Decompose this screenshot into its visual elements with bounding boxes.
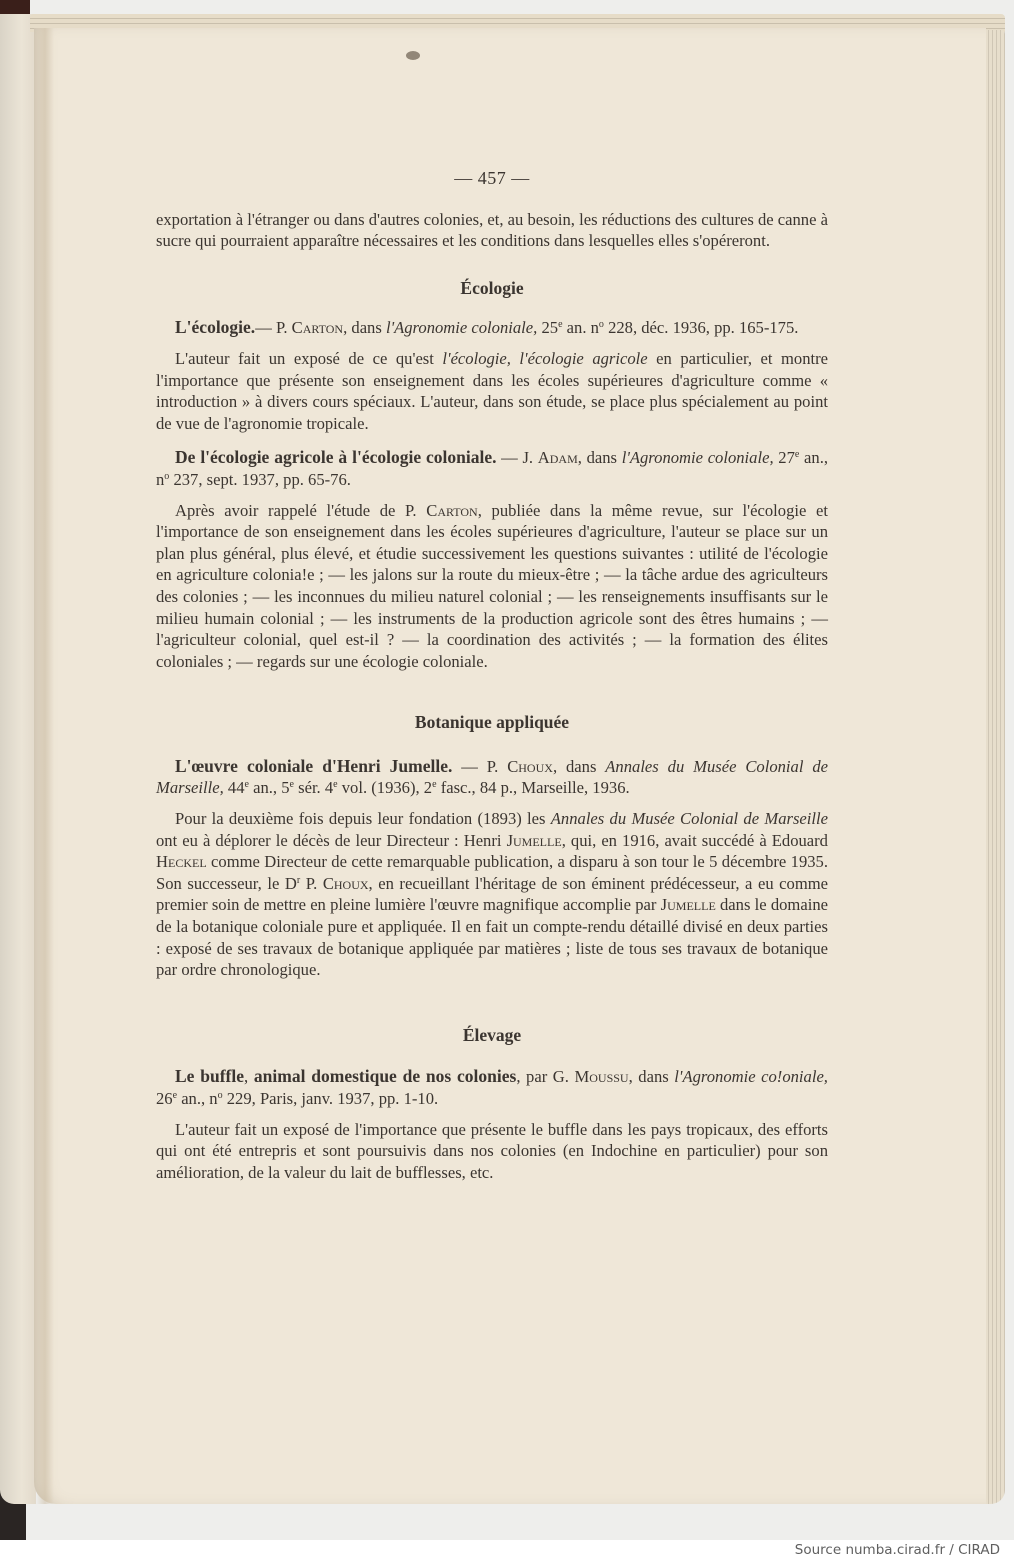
author-name: Adam xyxy=(537,448,578,468)
page-content xyxy=(156,168,828,1183)
section-title-botanique: Botanique appliquée xyxy=(414,712,570,733)
journal-name: Annales du Musée Colonial de Marseille, xyxy=(156,756,828,798)
entry-title: Le buffle xyxy=(175,1066,244,1087)
journal-name: l'Agronomie co!oniale, xyxy=(674,1067,828,1087)
journal-name: l'Agronomie coloniale, xyxy=(621,448,774,468)
page-stack-right-edge xyxy=(985,30,1005,1504)
author-name: Moussu xyxy=(574,1067,629,1087)
entry-title-cont: animal domestique de nos colonies xyxy=(248,1066,517,1087)
ink-smudge xyxy=(406,51,420,60)
entry-summary: Pour la deuxième fois depuis leur fondation (1893) les Annales du Musée Colonial de Marseille ont eu à déplorer le décès de leur Directeur : Henri Jumelle, qui, en 1916, avait succédé à Edouard Heckel comme Directeur de cette remarquable publication, a disparu à son tour le 5 décembre 1935. Son successeur, le $D^r$ P. Choux, en recueillant l'héritage de son éminent prédécesseur, a eu comme premier soin de mettre en pleine lumière l'œuvre magnifique accomplie par Jumelle dans le domaine de la botanique coloniale pure et appliquée. Il en fait un compte-rendu détaillé divisé en deux parties : exposé de ses travaux de botanique appliquée par matières ; liste de tous ses travaux de botanique par ordre chronologique. xyxy=(156,809,828,980)
entry-title: L'œuvre coloniale d'Henri Jumelle. xyxy=(175,755,453,776)
author-name: Choux xyxy=(507,756,553,776)
section-title-elevage: Élevage xyxy=(462,1024,522,1045)
continued-paragraph: exportation à l'étranger ou dans d'autres colonies, et, au besoin, les réductions des cultures de canne à sucre qui pourraient apparaître nécessaires et les conditions dans lesquelles elles s'opéreront. xyxy=(156,209,828,251)
entry-heading: L'écologie.— P. Carton, dans l'Agronomie coloniale, 25e an. $n^o$ 228, déc. 1936, pp. 165-175. xyxy=(175,317,799,338)
gutter-fold xyxy=(36,28,54,1504)
journal-name: l'Agronomie coloniale, xyxy=(385,318,538,338)
entry-summary: L'auteur fait un exposé de l'importance que présente le buffle dans les pays tropicaux, des efforts qui ont été entrepris et sont poursuivis dans nos colonies (en Indochine en particulier) pour son amélioration, de la valeur du lait de bufflesses, etc. xyxy=(156,1119,828,1182)
page-number: — 457 — xyxy=(454,168,530,188)
entry-summary: Après avoir rappelé l'étude de P. Carton, publiée dans la même revue, sur l'écologie et l'importance de son enseignement dans les écoles supérieures d'agriculture, l'auteur se place sur un plan plus général, plus élevé, et étudie successivement les questions suivantes : utilité de l'écologie en agriculture colonia!e ; — les jalons sur la route du mieux-être ; — la tâche ardue des agriculteurs des colonies ; — les inconnues du milieu naturel colonial ; — les renseignements insuffisants sur le milieu humain colonial ; — les instruments de la production agricole sont des êtres humains ; — l'agriculteur colonial, quel est-il ? — la coordination des activités ; — la formation des élites coloniales ; — regards sur une écologie coloniale. xyxy=(156,500,828,671)
entry-heading: L'œuvre coloniale d'Henri Jumelle. — P. Choux, dans Annales du Musée Colonial de Marseille, 44e an., 5e sér. 4e vol. (1936), 2e fasc., 84 p., Marseille, 1936. xyxy=(156,755,828,798)
entry-heading: De l'écologie agricole à l'écologie coloniale. — J. Adam, dans l'Agronomie coloniale, 27e an., $n^o$ 237, sept. 1937, pp. 65-76. xyxy=(156,447,828,489)
author-name: Carton xyxy=(291,318,344,338)
entry-title: De l'écologie agricole à l'écologie coloniale. xyxy=(175,447,497,468)
entry-summary: L'auteur fait un exposé de ce qu'est l'écologie, l'écologie agricole en particulier, et montre l'importance que présente son enseignement dans les écoles supérieures d'agriculture comme « introduction » à divers cours spéciaux. L'auteur, dans son étude, se place plus spécialement au point de vue de l'agronomie tropicale. xyxy=(156,348,828,433)
entry-title: L'écologie. xyxy=(175,317,256,338)
section-title-ecologie: Écologie xyxy=(460,277,524,298)
previous-page-edge xyxy=(0,14,36,1504)
entry-heading: Le buffle, animal domestique de nos colonies, par G. Moussu, dans l'Agronomie co!oniale, 26e an., $n^o$ 229, Paris, janv. 1937, pp. 1-10. xyxy=(156,1066,828,1108)
source-credit: Source numba.cirad.fr / CIRAD xyxy=(794,1542,1000,1558)
